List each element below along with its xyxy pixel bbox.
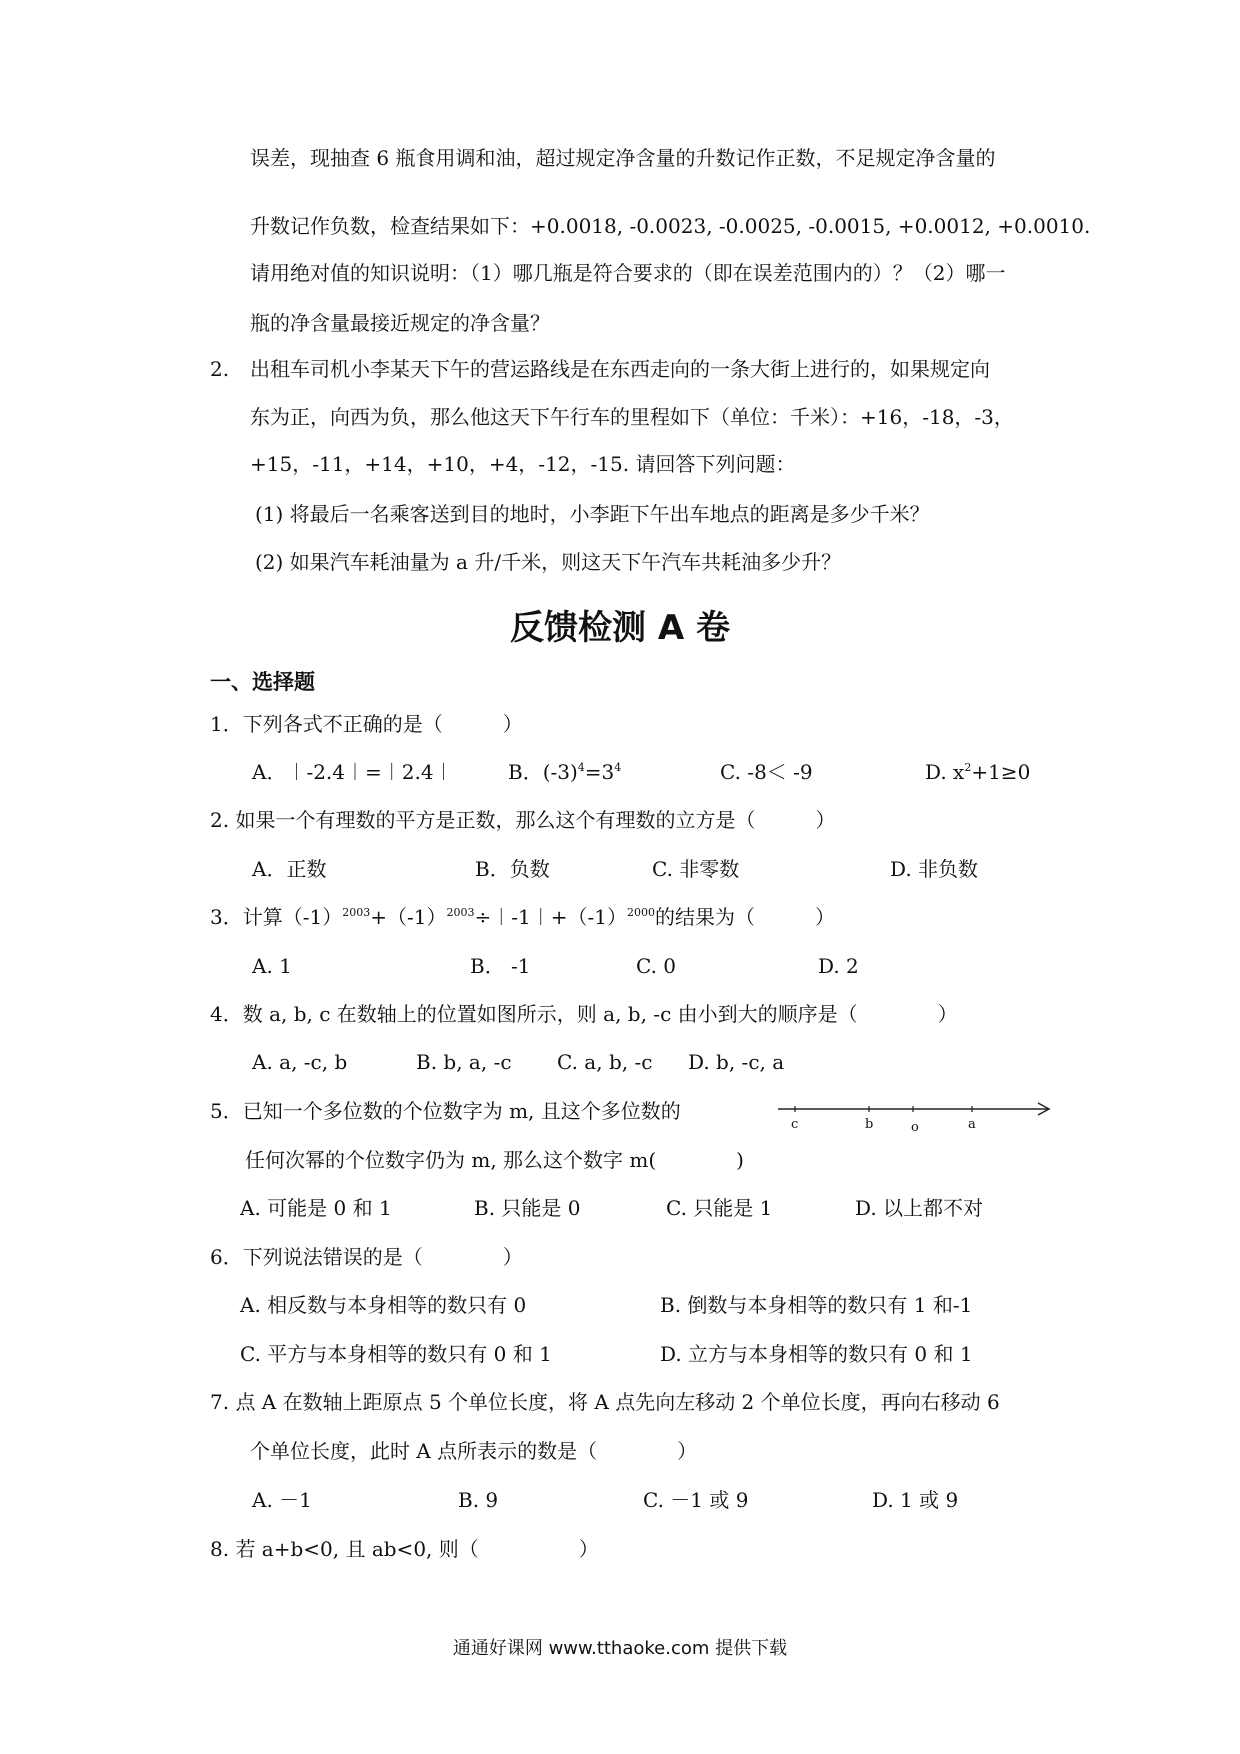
q5-line-1: 5．已知一个多位数的个位数字为 m, 且这个多位数的: [210, 1099, 681, 1123]
q5-option-b: B. 只能是 0: [474, 1196, 581, 1220]
q1-option-b: B．$(-3)^4=3^4$: [508, 760, 622, 784]
intro-line-3: 请用绝对值的知识说明：（1）哪几瓶是符合要求的（即在误差范围内的）？（2）哪一: [250, 261, 1006, 285]
section-heading: 一、选择题: [210, 670, 315, 694]
q4-option-a: A. a, -c, b: [252, 1050, 348, 1074]
q4-stem: 4．数 a, b, c 在数轴上的位置如图所示，则 a, b, -c 由小到大的顺序是（ ）: [210, 1002, 958, 1026]
q3-option-a: A. 1: [252, 954, 292, 978]
q7-line-2: 个单位长度，此时 A 点所表示的数是（ ）: [250, 1439, 698, 1463]
number-line-label-c: c: [791, 1117, 799, 1132]
q6-stem: 6．下列说法错误的是（ ）: [210, 1245, 523, 1269]
q3-option-d: D. 2: [818, 954, 859, 978]
q2-option-c: C. 非零数: [652, 857, 740, 881]
q4-option-c: C. a, b, -c: [557, 1050, 653, 1074]
q6-option-a: A. 相反数与本身相等的数只有 0: [240, 1293, 527, 1317]
q7-option-c: C. －1 或 9: [643, 1488, 749, 1512]
problem2-line-3: +15，-11，+14，+10，+4，-12，-15. 请回答下列问题：: [250, 452, 796, 476]
q7-option-d: D. 1 或 9: [872, 1488, 959, 1512]
problem2-sub-2: (2) 如果汽车耗油量为 a 升/千米，则这天下午汽车共耗油多少升？: [255, 550, 842, 574]
q1-option-c: C. -8＜ -9: [720, 760, 813, 784]
q2-option-a: A．正数: [252, 857, 327, 881]
q2-option-d: D. 非负数: [890, 857, 979, 881]
q5-line-2: 任何次幂的个位数字仍为 m, 那么这个数字 m( ): [245, 1148, 744, 1172]
number-line-label-o: o: [911, 1120, 919, 1134]
q6-option-c: C. 平方与本身相等的数只有 0 和 1: [240, 1342, 552, 1366]
problem2-line-2: 东为正，向西为负，那么他这天下午行车的里程如下（单位：千米）：+16，-18，-3，: [250, 405, 1014, 429]
problem2-number: 2.: [210, 357, 230, 381]
q1-option-d: D. $x^2+1\ge 0$: [925, 760, 1031, 784]
intro-line-2: 升数记作负数，检查结果如下：+0.0018, -0.0023, -0.0025, -0.0015, +0.0012, +0.0010.: [250, 214, 1091, 238]
q5-option-c: C. 只能是 1: [666, 1196, 773, 1220]
q2-stem: 2. 如果一个有理数的平方是正数，那么这个有理数的立方是（ ）: [210, 808, 836, 832]
problem2-sub-1: (1) 将最后一名乘客送到目的地时，小李距下午出车地点的距离是多少千米？: [255, 502, 930, 526]
number-line-label-b: b: [865, 1117, 874, 1132]
q8-stem: 8. 若 a+b<0, 且 ab<0, 则（ ）: [210, 1537, 599, 1561]
q3-option-c: C. 0: [636, 954, 677, 978]
problem2-line-1: 出租车司机小李某天下午的营运路线是在东西走向的一条大街上进行的，如果规定向: [250, 357, 990, 381]
footer-text: 通通好课网 www.tthaoke.com 提供下载: [452, 1638, 788, 1659]
q6-option-b: B. 倒数与本身相等的数只有 1 和-1: [660, 1293, 973, 1317]
page-title: 反馈检测 A 卷: [510, 608, 730, 648]
q1-stem: 1．下列各式不正确的是（ ）: [210, 712, 523, 736]
q3-stem: 3．计算$(-1)^{2003}+(-1)^{2003}\div︱-1︱+(-1)^{2000}$的结果为（ ）: [210, 905, 835, 929]
q6-option-d: D. 立方与本身相等的数只有 0 和 1: [660, 1342, 973, 1366]
number-line-figure: [770, 1094, 1055, 1134]
q4-option-d: D. b, -c, a: [688, 1050, 785, 1074]
q1-option-a: A．︱-2.4︱=︱2.4︱: [252, 760, 454, 784]
q2-option-b: B．负数: [475, 857, 550, 881]
number-line-label-a: a: [968, 1117, 976, 1132]
q7-option-b: B. 9: [458, 1488, 499, 1512]
q5-option-d: D. 以上都不对: [855, 1196, 984, 1220]
intro-line-4: 瓶的净含量最接近规定的净含量？: [250, 311, 550, 335]
q7-line-1: 7. 点 A 在数轴上距原点 5 个单位长度，将 A 点先向左移动 2 个单位长度，再向右移动 6: [210, 1390, 1000, 1414]
intro-line-1: 误差，现抽查 6 瓶食用调和油，超过规定净含量的升数记作正数，不足规定净含量的: [250, 146, 996, 170]
q4-option-b: B. b, a, -c: [416, 1050, 512, 1074]
q3-option-b: B． -1: [470, 954, 531, 978]
q7-option-a: A. －1: [252, 1488, 312, 1512]
q5-option-a: A. 可能是 0 和 1: [240, 1196, 392, 1220]
